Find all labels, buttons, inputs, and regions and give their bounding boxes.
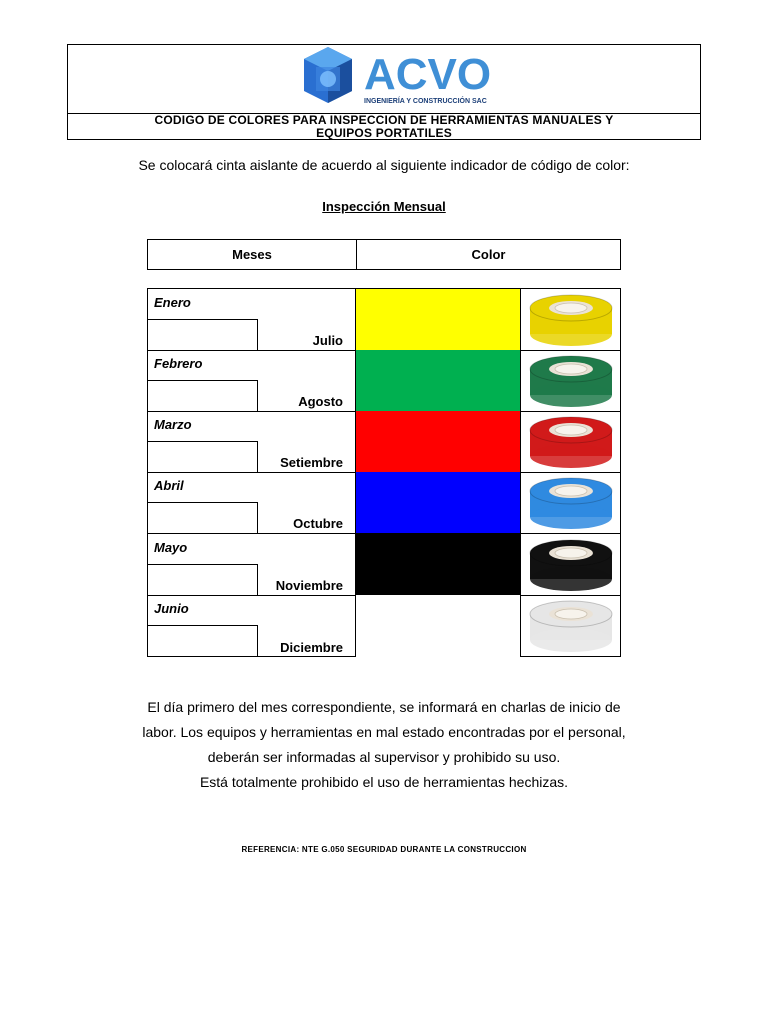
month-first: Junio [154,601,189,616]
month-second: Agosto [298,394,343,409]
document-header [67,44,701,140]
color-swatch [356,595,521,657]
tape-image [521,595,620,657]
month-second: Diciembre [280,640,343,655]
logo-area [68,45,700,114]
month-cell [148,350,356,411]
month-first: Enero [154,295,191,310]
month-cell [148,534,356,595]
column-meses: Meses [148,240,357,269]
month-first: Marzo [154,417,192,432]
paragraph-line: Está totalmente prohibido el uso de herramientas hechizas. [199,774,569,790]
month-cell [148,289,356,350]
month-first: Mayo [154,540,188,555]
intro-text: Se colocará cinta aislante de acuerdo al siguiente indicador de código de color: [138,157,630,173]
month-first: Febrero [154,356,203,371]
brand-tagline: INGENIERÍA Y CONSTRUCCIÓN SAC [364,98,487,105]
color-code-table [147,288,621,657]
month-cell [148,411,356,472]
color-swatch [356,534,521,595]
table-column-header [147,239,621,270]
tape-image [521,534,620,595]
table-row [148,350,620,412]
month-second: Octubre [293,516,343,531]
month-second: Julio [312,333,343,348]
month-second: Noviembre [275,578,343,593]
table-row [148,595,620,657]
paragraph-line: El día primero del mes correspondiente, se informará en charlas de inicio de [147,699,621,715]
paragraph-line: deberán ser informadas al supervisor y prohibido su uso. [207,749,561,765]
tape-image [521,472,620,533]
tape-image [521,350,620,411]
tape-roll-icon [526,598,616,654]
month-cell [148,595,356,657]
table-row [148,472,620,534]
color-swatch [356,350,521,411]
tape-image [521,289,620,350]
color-swatch [356,472,521,533]
document-title: CODIGO DE COLORES PARA INSPECCION DE HERRAMIENTAS MANUALES Y EQUIPOS PORTATILES [154,113,614,140]
tape-roll-icon [526,353,616,409]
table-row [148,411,620,473]
section-title: Inspección Mensual [322,199,446,214]
brand-name: ACVO [364,50,492,99]
tape-roll-icon [526,537,616,593]
color-swatch [356,411,521,472]
instructions-paragraph [100,695,668,795]
reference-note: REFERENCIA: NTE G.050 SEGURIDAD DURANTE LA CONSTRUCCION [241,845,527,854]
column-color: Color [471,247,506,262]
table-row [148,289,620,351]
tape-roll-icon [526,414,616,470]
month-second: Setiembre [280,455,343,470]
month-cell [148,472,356,533]
color-swatch [356,289,521,350]
tape-image [521,411,620,472]
tape-roll-icon [526,475,616,531]
table-row [148,534,620,596]
month-first: Abril [154,478,184,493]
acvo-logo [302,45,492,111]
paragraph-line: labor. Los equipos y herramientas en mal estado encontradas por el personal, [142,724,626,740]
tape-roll-icon [526,292,616,348]
